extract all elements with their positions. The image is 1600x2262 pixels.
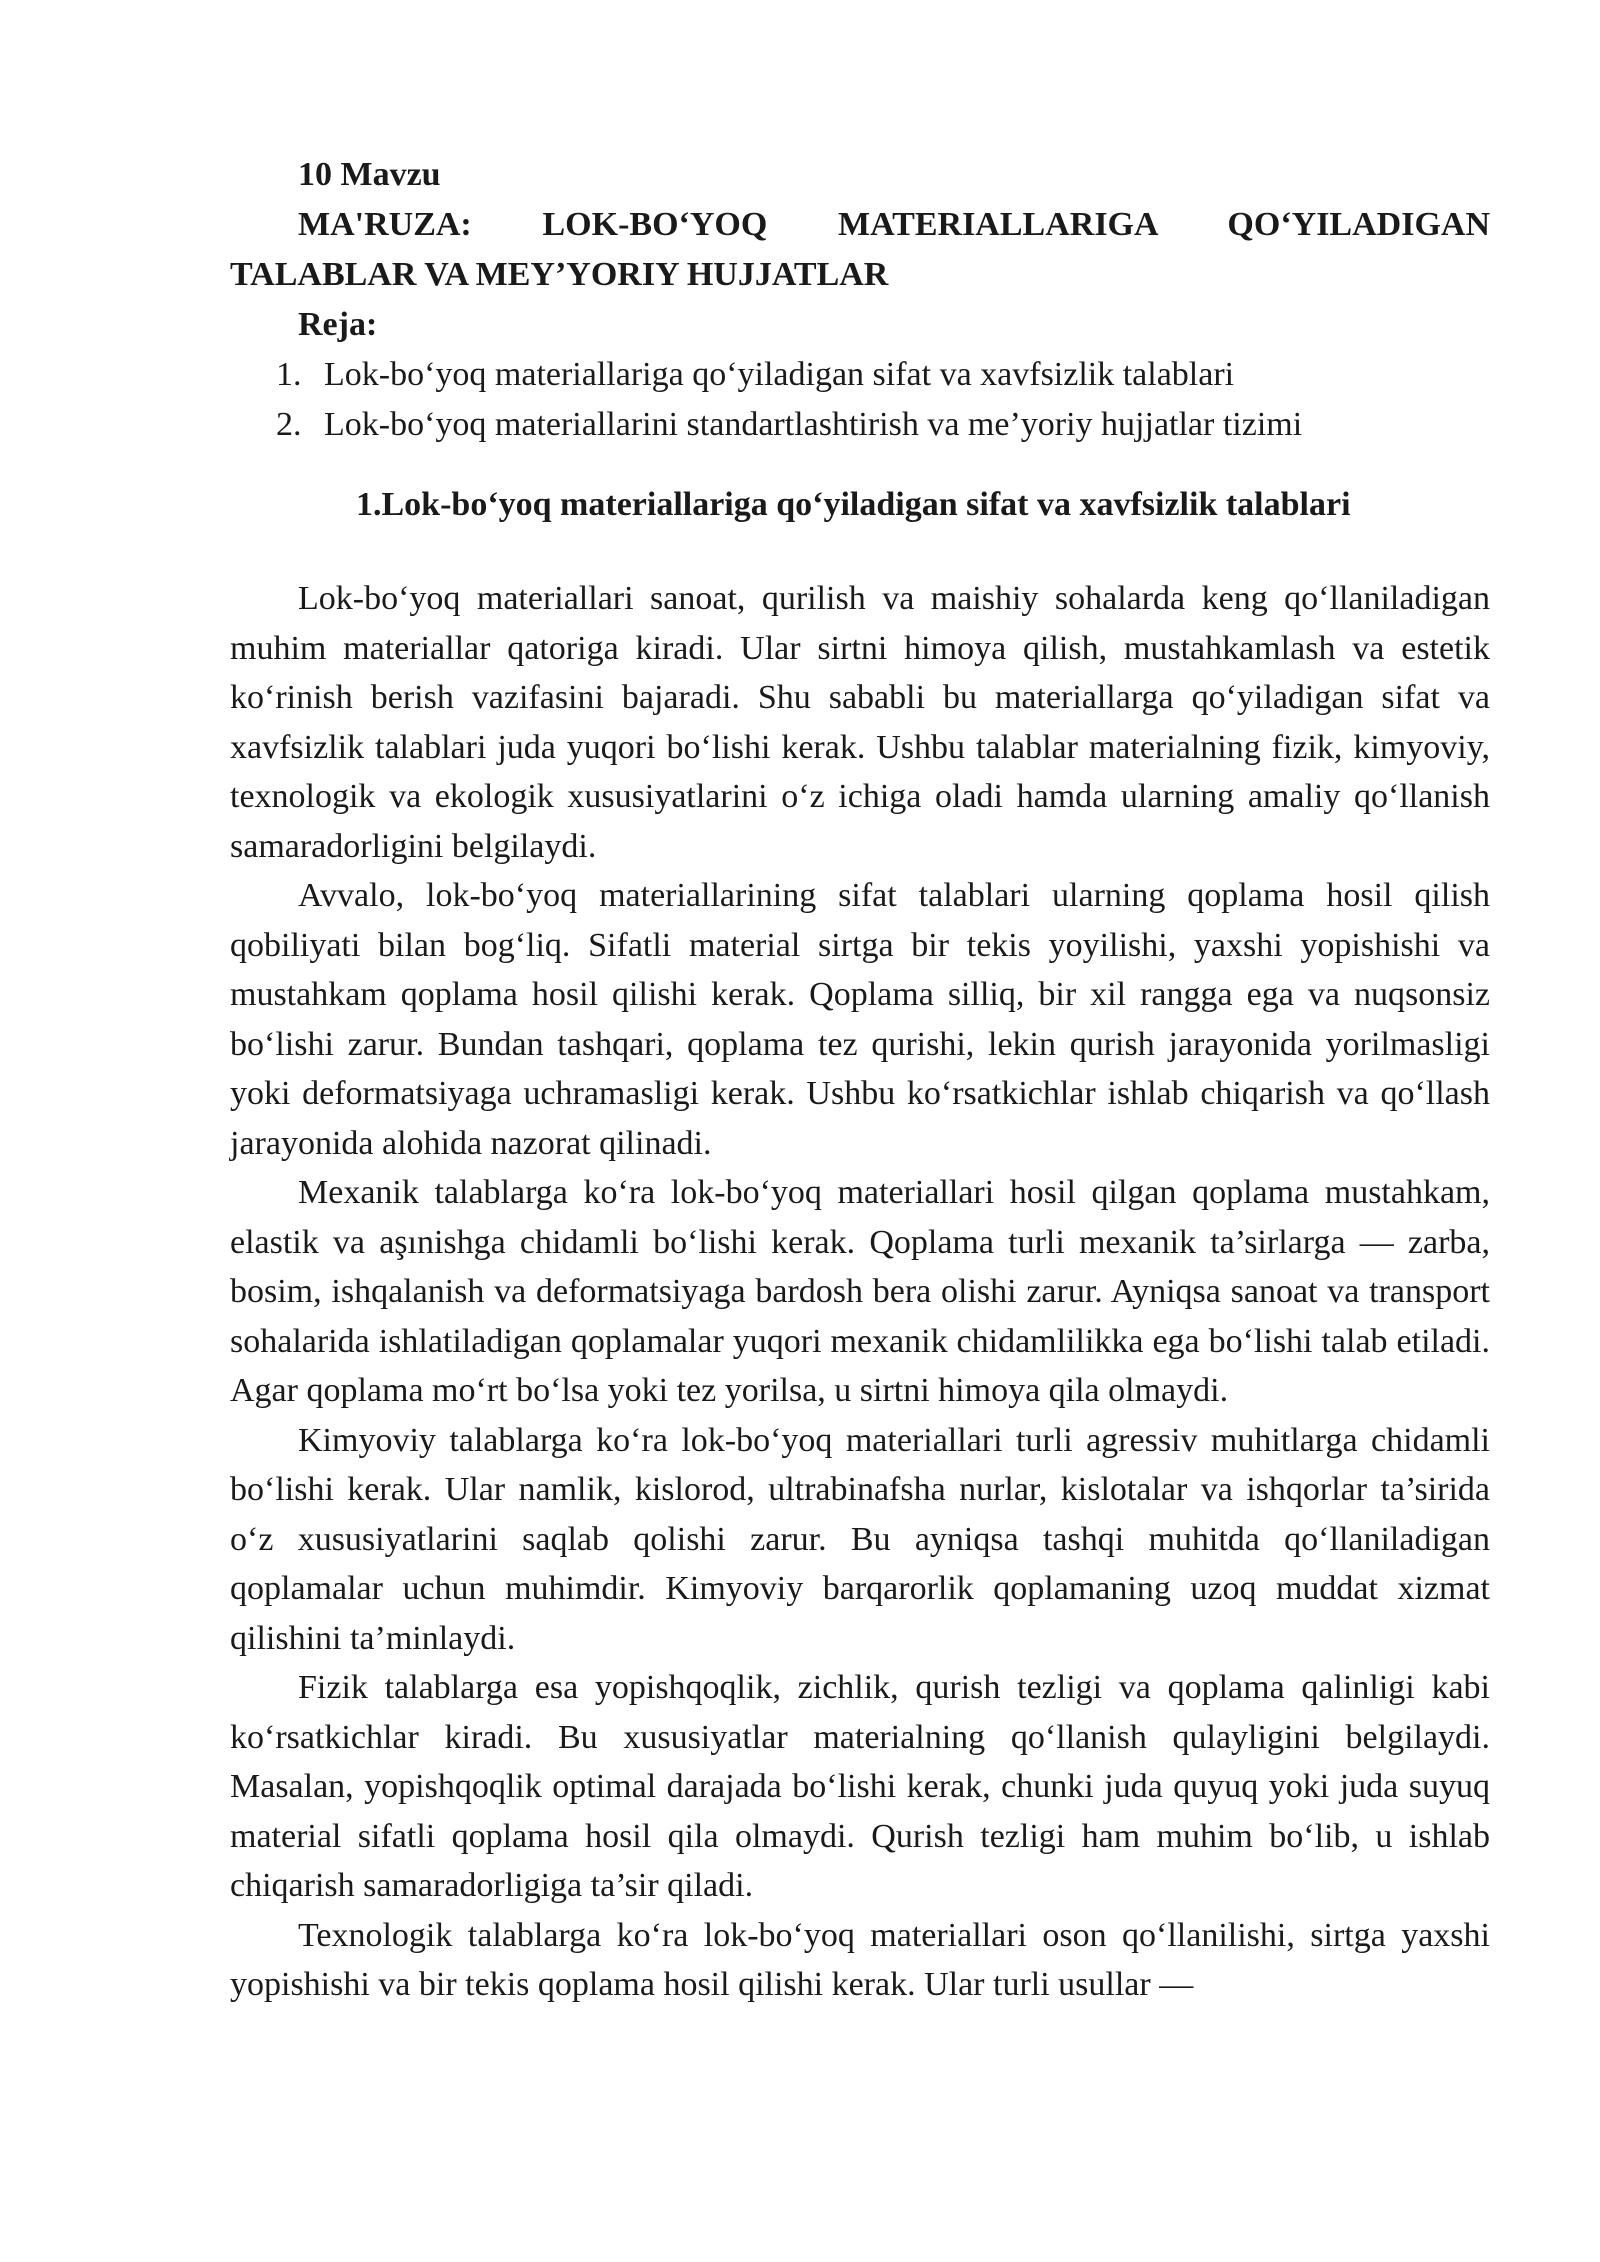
plan-label: Reja: bbox=[298, 306, 378, 343]
plan-item-text: Lok-bo‘yoq materiallariga qo‘yiladigan sifat va xavfsizlik talablari bbox=[324, 356, 1235, 393]
plan-list bbox=[230, 350, 1490, 450]
lecture-title: MA'RUZA: LOK-BO‘YOQ MATERIALLARIGA QO‘YILADIGAN TALABLAR VA MEY’YORIY HUJJATLAR bbox=[230, 206, 1490, 293]
section-heading: 1.Lok-bo‘yoq materiallariga qo‘yiladigan sifat va xavfsizlik talablari bbox=[356, 486, 1351, 523]
body-paragraph: Lok-bo‘yoq materiallari sanoat, qurilish va maishiy sohalarda keng qo‘llaniladigan muhim materiallar qatoriga kiradi. Ular sirtni himoya qilish, mustahkamlash va estetik ko‘rinish berish vazifasini bajaradi. Shu sababli bu materiallarga qo‘yiladigan sifat va xavfsizlik talablari juda yuqori bo‘lishi kerak. Ushbu talablar materialning fizik, kimyoviy, texnologik va ekologik xususiyatlarini o‘z ichiga oladi hamda ularning amaliy qo‘llanish samaradorligini belgilaydi. bbox=[230, 580, 1490, 865]
body-paragraph: Avvalo, lok-bo‘yoq materiallarining sifat talablari ularning qoplama hosil qilish qobiliyati bilan bog‘liq. Sifatli material sirtga bir tekis yoyilishi, yaxshi yopishishi va mustahkam qoplama hosil qilishi kerak. Qoplama silliq, bir xil rangga ega va nuqsonsiz bo‘lishi zarur. Bundan tashqari, qoplama tez qurishi, lekin qurish jarayonida yorilmasligi yoki deformatsiyaga uchramasligi kerak. Ushbu ko‘rsatkichlar ishlab chiqarish va qo‘llash jarayonida alohida nazorat qilinadi. bbox=[230, 877, 1490, 1162]
plan-item bbox=[230, 400, 1490, 450]
body-paragraph: Mexanik talablarga ko‘ra lok-bo‘yoq materiallari hosil qilgan qoplama mustahkam, elastik va aşınishga chidamli bo‘lishi kerak. Qoplama turli mexanik ta’sirlarga — zarba, bosim, ishqalanish va deformatsiyaga bardosh bera olishi zarur. Ayniqsa sanoat va transport sohalarida ishlatiladigan qoplamalar yuqori mexanik chidamlilikka ega bo‘lishi talab etiladi. Agar qoplama mo‘rt bo‘lsa yoki tez yorilsa, u sirtni himoya qila olmaydi. bbox=[230, 1174, 1490, 1409]
plan-item-number: 2. bbox=[276, 406, 302, 443]
document-page bbox=[230, 150, 1490, 2010]
plan-item-number: 1. bbox=[276, 356, 302, 393]
plan-item bbox=[230, 350, 1490, 400]
topic-number: 10 Mavzu bbox=[298, 156, 441, 193]
body-paragraph: Texnologik talablarga ko‘ra lok-bo‘yoq materiallari oson qo‘llanilishi, sirtga yaxshi yopishishi va bir tekis qoplama hosil qilishi kerak. Ular turli usullar — bbox=[230, 1916, 1490, 2003]
body-paragraph: Fizik talablarga esa yopishqoqlik, zichlik, qurish tezligi va qoplama qalinligi kabi ko‘rsatkichlar kiradi. Bu xususiyatlar materialning qo‘llanish qulayligini belgilaydi. Masalan, yopishqoqlik optimal darajada bo‘lishi kerak, chunki juda quyuq yoki juda suyuq material sifatli qoplama hosil qila olmaydi. Qurish tezligi ham muhim bo‘lib, u ishlab chiqarish samaradorligiga ta’sir qiladi. bbox=[230, 1669, 1490, 1904]
body-paragraph: Kimyoviy talablarga ko‘ra lok-bo‘yoq materiallari turli agressiv muhitlarga chidamli bo‘lishi kerak. Ular namlik, kislorod, ultrabinafsha nurlar, kislotalar va ishqorlar ta’sirida o‘z xususiyatlarini saqlab qolishi zarur. Bu ayniqsa tashqi muhitda qo‘llaniladigan qoplamalar uchun muhimdir. Kimyoviy barqarorlik qoplamaning uzoq muddat xizmat qilishini ta’minlaydi. bbox=[230, 1421, 1490, 1657]
plan-item-text: Lok-bo‘yoq materiallarini standartlashtirish va me’yoriy hujjatlar tizimi bbox=[324, 406, 1303, 443]
